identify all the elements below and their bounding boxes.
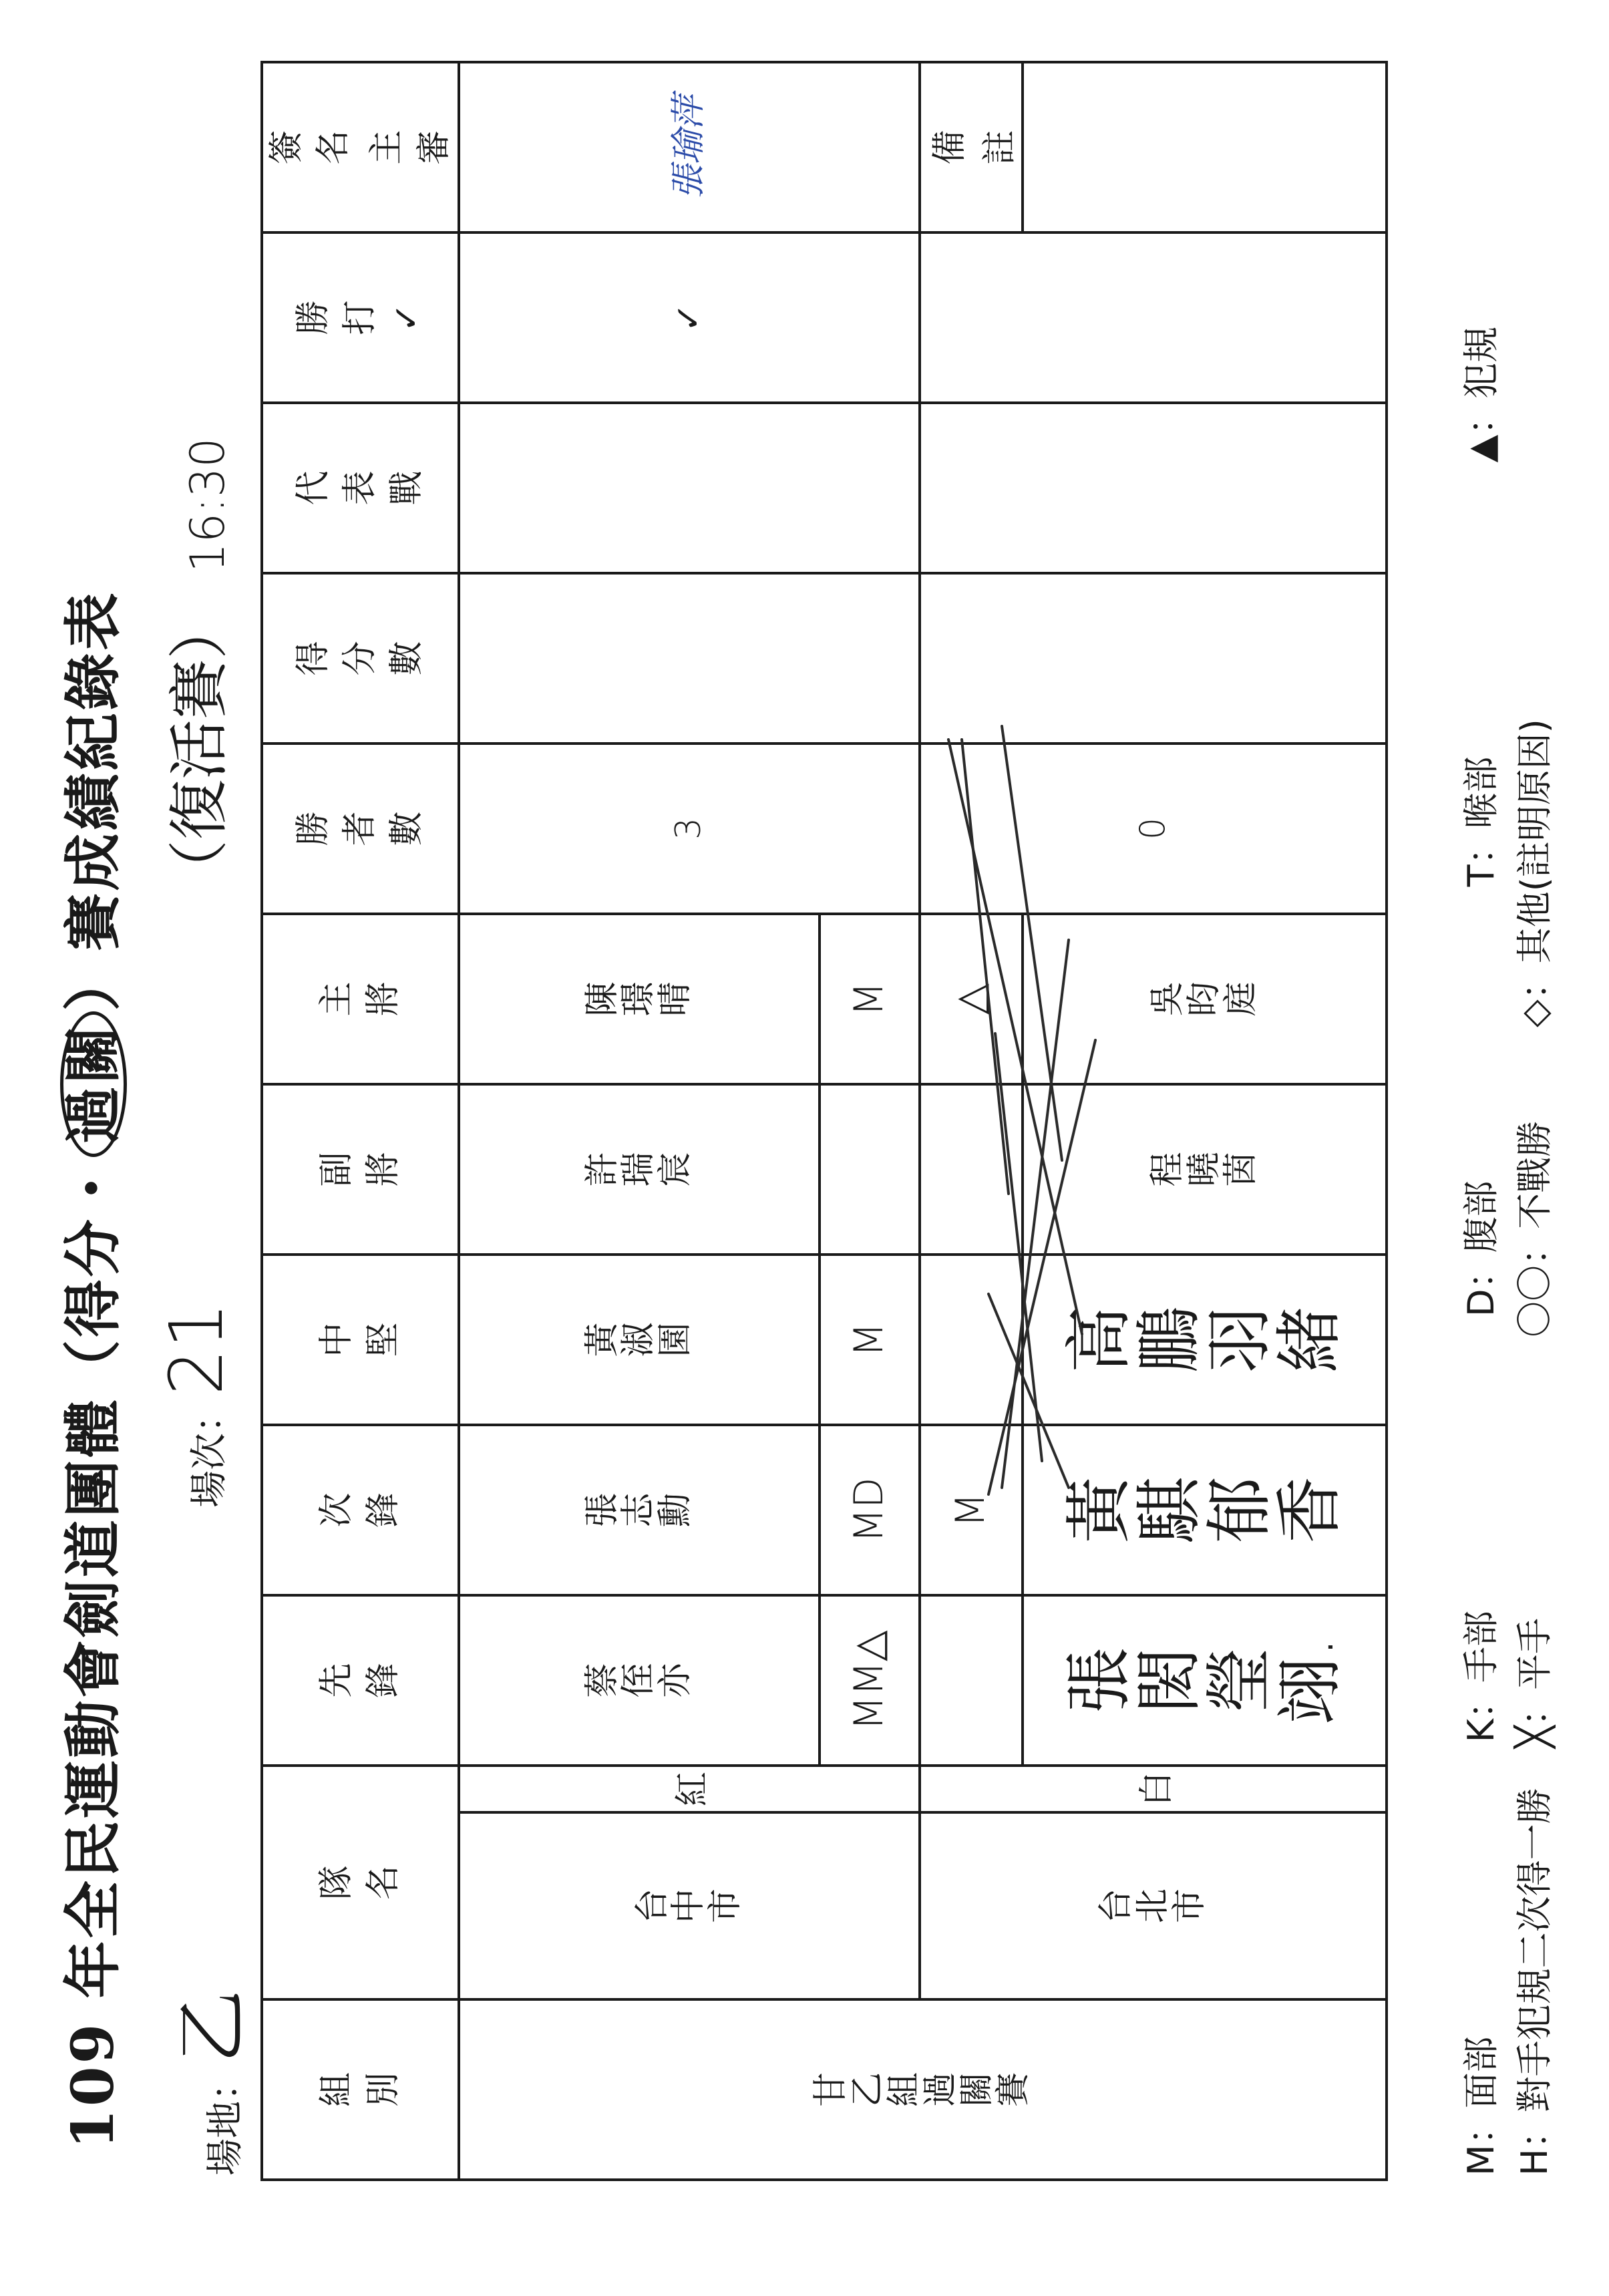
white-winner — [920, 232, 1387, 403]
remark-content — [1023, 62, 1387, 232]
red-player-2: 張 志 勳 — [459, 1425, 820, 1595]
white-player-3: 高 鵬 羽 緒 — [1023, 1255, 1387, 1425]
venue-label: 場地： — [204, 2064, 247, 2176]
title-prefix: 109 年全民運動會劍道團體（得分・ — [59, 1156, 127, 2149]
white-points — [920, 573, 1387, 744]
group-cell: 甘 乙 組 過 關 賽 — [459, 1999, 1387, 2180]
red-points — [459, 573, 920, 744]
legend-men: M：面部 — [1460, 2036, 1502, 2176]
red-player-3: 黃 淑 園 — [459, 1255, 820, 1425]
venue-field — [154, 1990, 259, 2176]
score-table — [260, 61, 1388, 2181]
header-winner: 勝 打 ✓ — [262, 232, 459, 403]
red-score-2: MD — [820, 1425, 920, 1595]
red-score-4 — [820, 1084, 920, 1255]
white-team-name: 台 北 市 — [920, 1812, 1387, 1999]
white-player-1: 張 閎 瑩 翊. — [1023, 1595, 1387, 1766]
white-player-4: 程 曉 茵 — [1023, 1084, 1387, 1255]
header-wins: 勝 者 數 — [262, 744, 459, 914]
white-score-5: △ — [920, 914, 1023, 1084]
round-field — [154, 1302, 239, 1508]
header-pos1: 先 鋒 — [262, 1595, 459, 1766]
time-note: 16:30 — [180, 438, 235, 572]
red-player-1: 蔡 侄 亦 — [459, 1595, 820, 1766]
header-pos2: 次 鋒 — [262, 1425, 459, 1595]
title-suffix: ）賽成績紀錄表 — [59, 590, 127, 1011]
header-points: 得 分 數 — [262, 573, 459, 744]
legend-other: ◇：其他(註明原因) — [1513, 719, 1556, 1027]
header-pos4: 副 將 — [262, 1084, 459, 1255]
legend-foul: ▲：犯規 — [1460, 326, 1502, 463]
header-pos5: 主 將 — [262, 914, 459, 1084]
venue-value: 乙 — [170, 1990, 255, 2064]
legend-do: D：腹部 — [1460, 1180, 1502, 1317]
header-referee: 簽 名 主 審 — [262, 62, 459, 232]
white-label: 白 — [920, 1766, 1387, 1812]
red-score-3: M — [820, 1255, 920, 1425]
header-team: 隊 名 — [262, 1766, 459, 1999]
red-rep — [459, 403, 920, 573]
legend-hansoku: H：對手犯規二次得一勝 — [1513, 1788, 1556, 2176]
red-player-4: 許 瑞 宸 — [459, 1084, 820, 1255]
white-score-1 — [920, 1595, 1023, 1766]
legend-row-2 — [1506, 719, 1558, 2176]
red-team-name: 台 中 市 — [459, 1812, 920, 1999]
white-player-2: 黃 騏 郁 香 — [1023, 1425, 1387, 1595]
header-rep: 代 表 戰 — [262, 403, 459, 573]
round-value: 21 — [154, 1302, 239, 1396]
white-player-5: 吳 昀 庭 — [1023, 914, 1387, 1084]
red-winner-mark: ✓ — [459, 232, 920, 403]
header-pos3: 中 堅 — [262, 1255, 459, 1425]
red-wins: 3 — [459, 744, 920, 914]
session-note: （復活賽） — [164, 599, 234, 900]
legend-forfeit: 〇〇：不戰勝 — [1513, 1120, 1556, 1337]
round-label: 場次： — [188, 1396, 231, 1508]
title-circled-option: 過關 — [60, 1011, 127, 1157]
legend-draw: ╳：平手 — [1513, 1617, 1556, 1748]
white-score-3 — [920, 1255, 1023, 1425]
legend-kote: K：手部 — [1460, 1610, 1502, 1743]
white-wins: 0 — [920, 744, 1387, 914]
red-score-1: MM△ — [820, 1595, 920, 1766]
white-rep — [920, 403, 1387, 573]
header-group: 組 別 — [262, 1999, 459, 2180]
legend-row-1 — [1453, 327, 1504, 2176]
white-score-2: M — [920, 1425, 1023, 1595]
red-label: 紅 — [459, 1766, 920, 1812]
legend-tsuki: T：喉部 — [1460, 756, 1502, 887]
red-player-5: 陳 璟 晴 — [459, 914, 820, 1084]
remark-label: 備 註 — [920, 62, 1023, 232]
referee-signature: 張瑜萍 — [459, 62, 920, 232]
red-score-5: M — [820, 914, 920, 1084]
sheet-title — [47, 591, 130, 2149]
white-score-4 — [920, 1084, 1023, 1255]
